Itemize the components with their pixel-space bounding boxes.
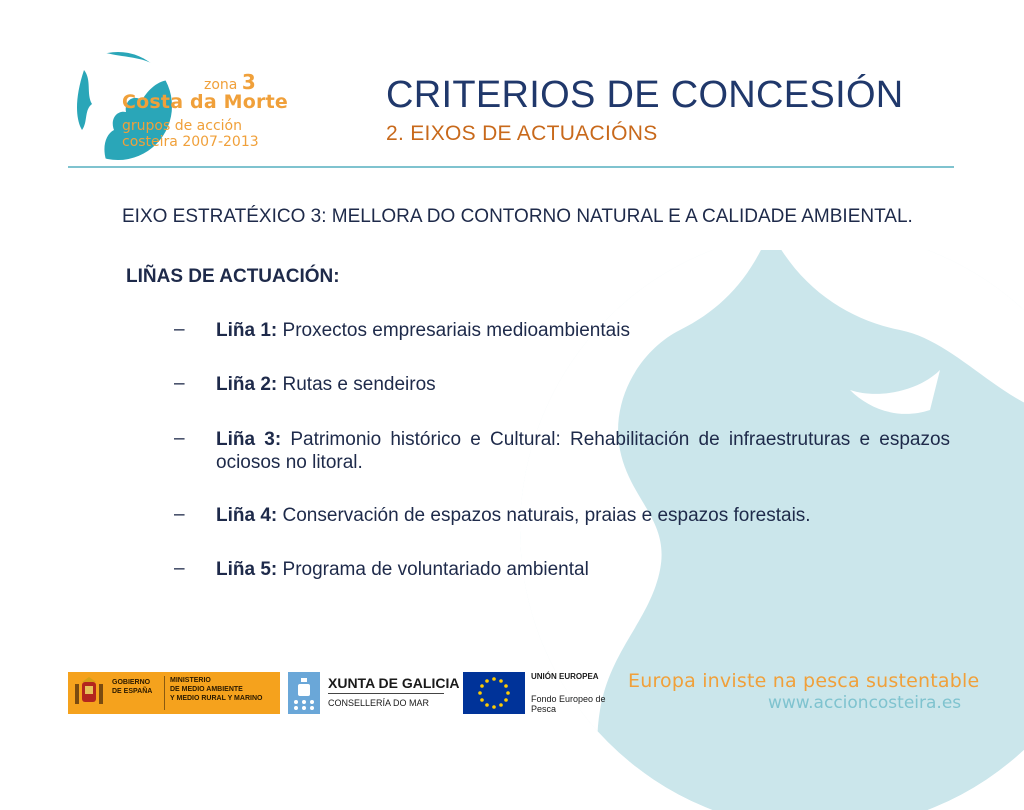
dash-bullet: –	[174, 504, 185, 525]
list-item-body: Rutas e sendeiros	[282, 374, 436, 395]
union-europea-label: UNIÓN EUROPEA	[531, 672, 599, 681]
logo-name: Costa da Morte	[122, 91, 288, 113]
list-item-label: Liña 3:	[216, 429, 282, 450]
list-item-body: Programa de voluntariado ambiental	[282, 559, 589, 580]
gobierno-line: DE ESPAÑA	[112, 688, 153, 695]
xunta-galicia-logo	[288, 672, 460, 714]
logo-line-1: grupos de acción	[122, 118, 242, 134]
website-link[interactable]: www.accioncosteira.es	[768, 693, 962, 713]
slogan: Europa inviste na pesca sustentable	[628, 670, 980, 692]
page-title: CRITERIOS DE CONCESIÓN	[386, 74, 904, 116]
dash-bullet: –	[174, 373, 185, 394]
gobierno-espana-logo	[68, 672, 280, 714]
list-item-body: Conservación de espazos naturais, praias e espazos forestais.	[282, 505, 811, 526]
list-item-label: Liña 1:	[216, 320, 278, 341]
list-item-text	[216, 319, 950, 342]
divider	[164, 676, 165, 710]
ministerio-line: MINISTERIO	[170, 677, 211, 684]
eu-flag-icon	[463, 672, 525, 714]
list-item-text	[216, 558, 950, 581]
xunta-name: XUNTA DE GALICIA	[328, 675, 460, 691]
header-divider	[68, 166, 954, 168]
fondo-europeo-label: Fondo Europeo de Pesca	[531, 694, 606, 714]
logo-zona-label: zona	[204, 77, 238, 93]
conselleria-name: CONSELLERÍA DO MAR	[328, 698, 430, 708]
lineas-heading: LIÑAS DE ACTUACIÓN:	[126, 266, 340, 287]
ministerio-line: Y MEDIO RURAL Y MARINO	[170, 695, 263, 702]
list-item-body: Patrimonio histórico e Cultural: Rehabilitación de infraestruturas e espazos ociosos no litoral.	[216, 429, 951, 473]
list-item-label: Liña 2:	[216, 374, 278, 395]
costa-da-morte-logo	[62, 50, 288, 165]
divider	[328, 693, 444, 694]
gobierno-text	[112, 678, 152, 696]
dash-bullet: –	[174, 428, 185, 449]
ministerio-text	[170, 676, 262, 703]
list-item-body: Proxectos empresariais medioambientais	[282, 320, 630, 341]
ministerio-line: DE MEDIO AMBIENTE	[170, 686, 243, 693]
page-subtitle: 2. EIXOS DE ACTUACIÓNS	[386, 122, 658, 145]
coat-of-arms-icon	[72, 676, 106, 710]
list-item-text	[216, 504, 950, 527]
logo-zona-number: 3	[241, 70, 256, 94]
gobierno-line: GOBIERNO	[112, 679, 151, 686]
list-item-text	[216, 373, 950, 396]
logo-line-2: costeira 2007-2013	[122, 134, 259, 150]
dash-bullet: –	[174, 558, 185, 579]
list-item-text	[216, 428, 950, 474]
union-europea-logo	[463, 670, 613, 716]
list-item-label: Liña 5:	[216, 559, 278, 580]
list-item-label: Liña 4:	[216, 505, 278, 526]
eixo-heading: EIXO ESTRATÉXICO 3: MELLORA DO CONTORNO NATURAL E A CALIDADE AMBIENTAL.	[122, 206, 913, 227]
galicia-emblem-icon	[288, 672, 320, 714]
dash-bullet: –	[174, 319, 185, 340]
